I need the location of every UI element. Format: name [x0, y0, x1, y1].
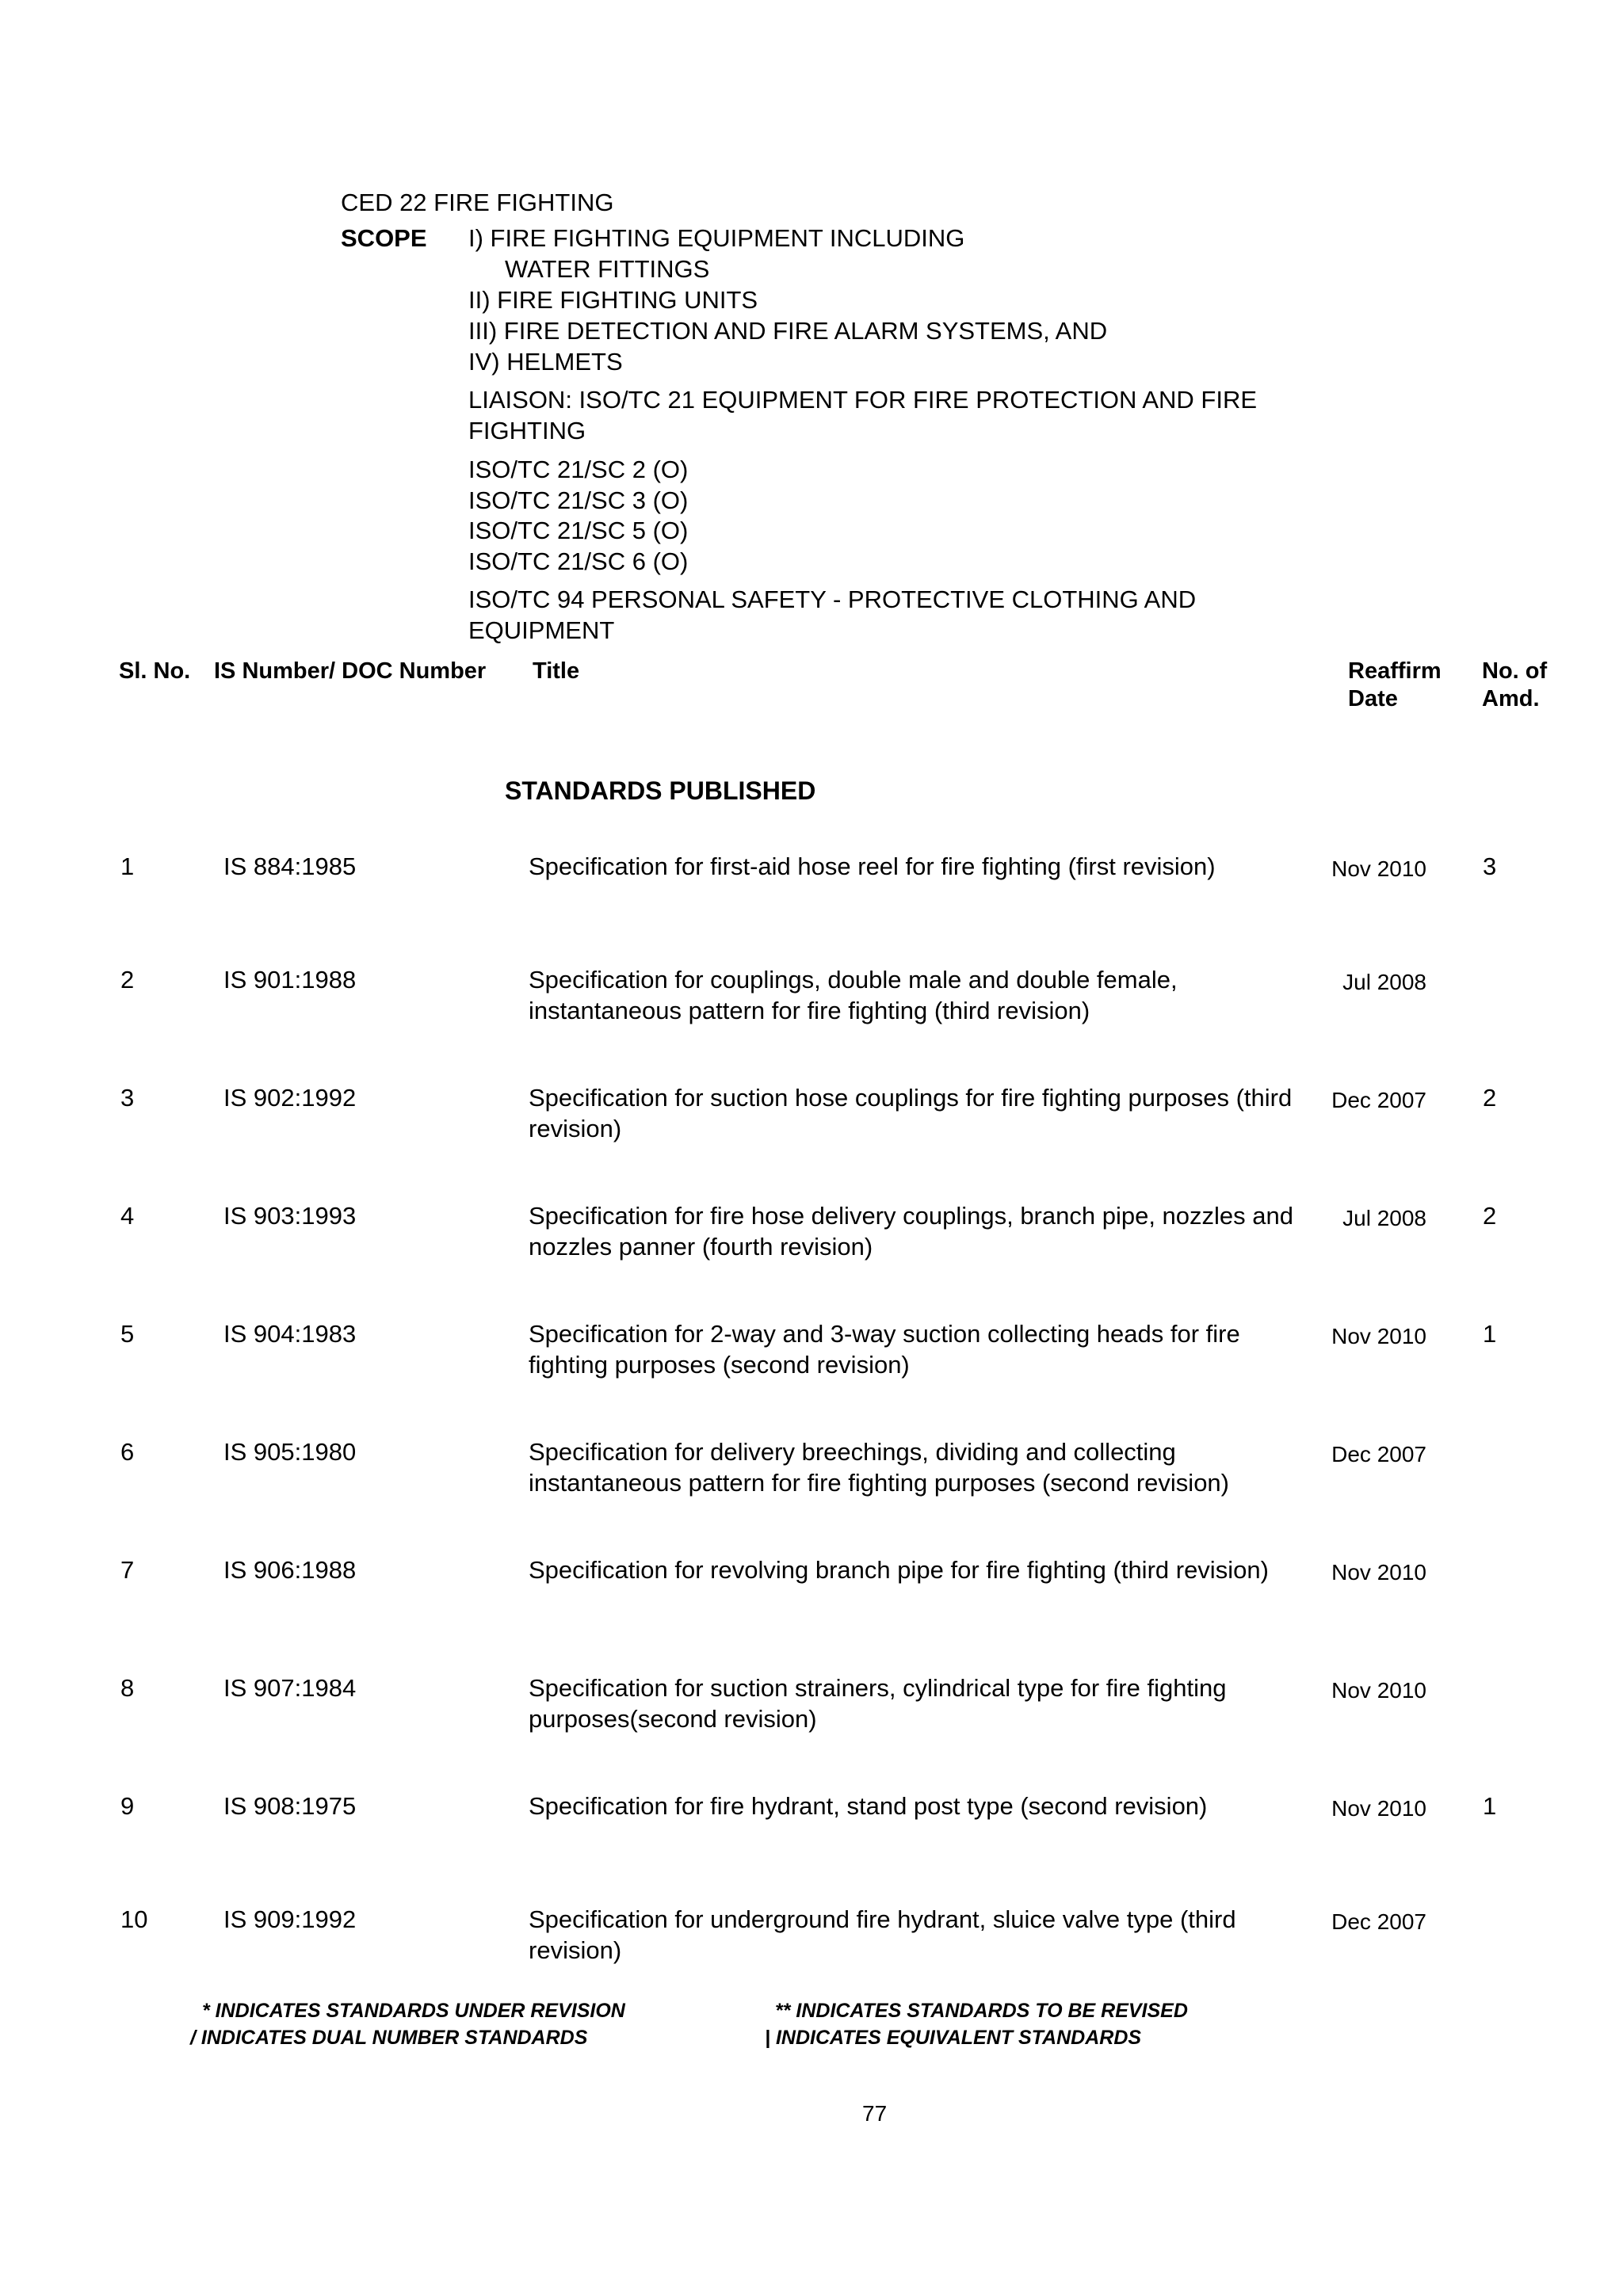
legend-to-be-revised: ** INDICATES STANDARDS TO BE REVISED [775, 2000, 1188, 2022]
iso-liaison-item: ISO/TC 21/SC 6 (O) [468, 547, 689, 575]
table-row [0, 1200, 1623, 1295]
scope-list [468, 223, 1107, 377]
row-title: Specification for underground fire hydrant, sluice valve type (third revision) [529, 1905, 1236, 1964]
section-heading: STANDARDS PUBLISHED [505, 776, 816, 805]
iso-liaison-list [468, 454, 688, 576]
row-amd-count: 1 [1483, 1320, 1497, 1348]
row-is-number: IS 902:1992 [223, 1084, 357, 1112]
column-header-no-of-amd [1482, 658, 1547, 713]
row-reaffirm-date: Dec 2007 [1331, 1088, 1426, 1112]
table-row [0, 1318, 1623, 1413]
row-amd-count: 2 [1483, 1202, 1497, 1230]
row-reaffirm-date: Dec 2007 [1331, 1909, 1426, 1934]
legend-under-revision: * INDICATES STANDARDS UNDER REVISION [202, 2000, 625, 2022]
row-title: Specification for delivery breechings, dividing and collecting instantaneous pattern for fire fighting purposes (second revision) [529, 1438, 1229, 1497]
table-row [0, 1904, 1623, 1999]
row-sl-no: 1 [120, 852, 135, 880]
row-sl-no: 10 [120, 1905, 148, 1933]
row-sl-no: 9 [120, 1792, 135, 1820]
table-row [0, 1791, 1623, 1886]
row-is-number: IS 909:1992 [223, 1905, 357, 1933]
scope-item: WATER FITTINGS [505, 255, 710, 283]
column-header-is-number: IS Number/ DOC Number [214, 658, 487, 684]
row-title: Specification for couplings, double male and double female, instantaneous pattern for fire fighting (third revision) [529, 966, 1178, 1024]
scope-item: I) FIRE FIGHTING EQUIPMENT INCLUDING [468, 224, 965, 252]
table-row [0, 1554, 1623, 1650]
row-title: Specification for fire hydrant, stand post type (second revision) [529, 1792, 1208, 1820]
row-sl-no: 4 [120, 1202, 135, 1230]
row-sl-no: 2 [120, 966, 135, 994]
row-sl-no: 8 [120, 1674, 135, 1702]
row-reaffirm-date: Nov 2010 [1331, 1796, 1426, 1821]
committee-title: CED 22 FIRE FIGHTING [341, 189, 614, 216]
row-reaffirm-date: Nov 2010 [1331, 1560, 1426, 1585]
legend-dual-number: / INDICATES DUAL NUMBER STANDARDS [190, 2027, 588, 2049]
column-header-reaffirm-line2: Date [1348, 686, 1398, 711]
tc94-liaison: ISO/TC 94 PERSONAL SAFETY - PROTECTIVE CLOTHING AND EQUIPMENT [468, 585, 1197, 644]
row-reaffirm-date: Jul 2008 [1342, 1206, 1426, 1230]
row-title: Specification for suction hose couplings for fire fighting purposes (third revision) [529, 1084, 1293, 1142]
column-header-amd-line2: Amd. [1482, 686, 1540, 711]
row-is-number: IS 903:1993 [223, 1202, 357, 1230]
column-header-title: Title [533, 658, 580, 684]
row-title: Specification for 2-way and 3-way suction collecting heads for fire fighting purposes (second revision) [529, 1320, 1240, 1379]
row-is-number: IS 907:1984 [223, 1674, 357, 1702]
row-is-number: IS 884:1985 [223, 852, 357, 880]
liaison-text: LIAISON: ISO/TC 21 EQUIPMENT FOR FIRE PROTECTION AND FIRE FIGHTING [468, 386, 1258, 444]
legend-equivalent: | INDICATES EQUIVALENT STANDARDS [765, 2027, 1142, 2049]
row-reaffirm-date: Nov 2010 [1331, 1324, 1426, 1348]
table-row [0, 1672, 1623, 1768]
iso-liaison-item: ISO/TC 21/SC 2 (O) [468, 456, 689, 483]
row-amd-count: 3 [1483, 852, 1497, 880]
scope-label: SCOPE [341, 224, 427, 252]
row-is-number: IS 904:1983 [223, 1320, 357, 1348]
scope-item: IV) HELMETS [468, 348, 623, 376]
row-sl-no: 6 [120, 1438, 135, 1466]
row-title: Specification for fire hose delivery couplings, branch pipe, nozzles and nozzles panner (fourth revision) [529, 1202, 1293, 1261]
row-reaffirm-date: Dec 2007 [1331, 1442, 1426, 1466]
row-sl-no: 3 [120, 1084, 135, 1112]
table-row [0, 964, 1623, 1059]
table-row [0, 851, 1623, 946]
iso-liaison-item: ISO/TC 21/SC 3 (O) [468, 486, 689, 514]
row-reaffirm-date: Nov 2010 [1331, 1678, 1426, 1703]
row-is-number: IS 905:1980 [223, 1438, 357, 1466]
row-is-number: IS 906:1988 [223, 1556, 357, 1584]
row-reaffirm-date: Nov 2010 [1331, 856, 1426, 881]
row-title: Specification for first-aid hose reel for fire fighting (first revision) [529, 852, 1216, 880]
table-row [0, 1082, 1623, 1177]
row-title: Specification for suction strainers, cylindrical type for fire fighting purposes(second revision) [529, 1674, 1227, 1733]
table-row [0, 1436, 1623, 1531]
column-header-amd-line1: No. of [1482, 658, 1548, 684]
scope-item: III) FIRE DETECTION AND FIRE ALARM SYSTEMS, AND [468, 317, 1108, 345]
row-reaffirm-date: Jul 2008 [1342, 970, 1426, 994]
row-is-number: IS 908:1975 [223, 1792, 357, 1820]
row-amd-count: 1 [1483, 1792, 1497, 1820]
column-header-reaffirm-line1: Reaffirm [1348, 658, 1442, 684]
row-sl-no: 7 [120, 1556, 135, 1584]
scope-item: II) FIRE FIGHTING UNITS [468, 286, 758, 314]
iso-liaison-item: ISO/TC 21/SC 5 (O) [468, 517, 689, 544]
row-amd-count: 2 [1483, 1084, 1497, 1112]
page-number: 77 [862, 2101, 888, 2126]
column-header-sl-no: Sl. No. [119, 658, 191, 684]
column-header-reaffirm-date [1348, 658, 1442, 713]
row-sl-no: 5 [120, 1320, 135, 1348]
row-title: Specification for revolving branch pipe for fire fighting (third revision) [529, 1556, 1269, 1584]
row-is-number: IS 901:1988 [223, 966, 357, 994]
